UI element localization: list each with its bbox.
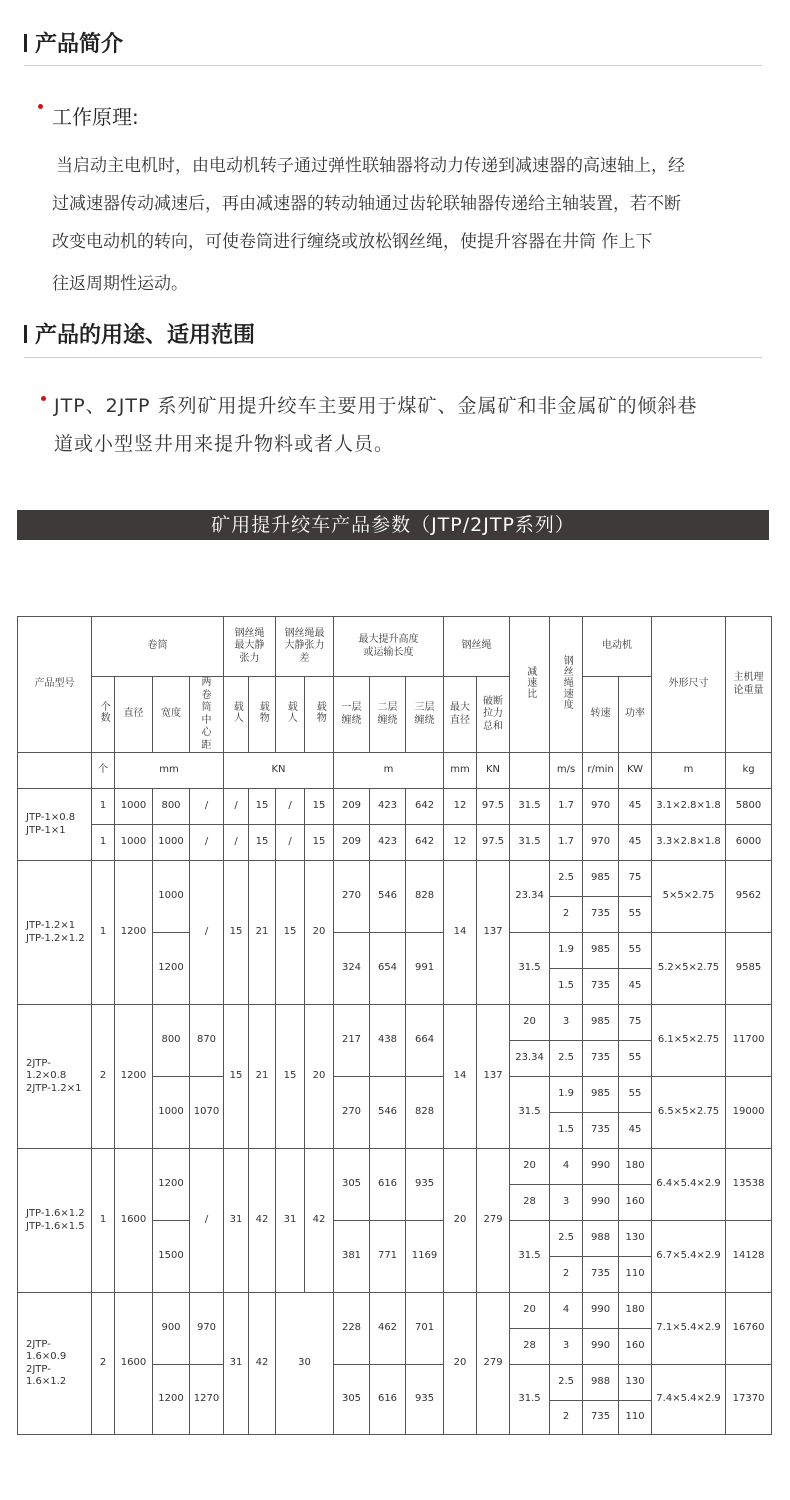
cell: 15 [276, 861, 305, 1005]
cell: 217 [334, 1005, 370, 1077]
cell: 23.34 [510, 861, 550, 933]
cell: 305 [334, 1149, 370, 1221]
cell: 1.9 [550, 1077, 583, 1113]
cell: 45 [619, 1113, 652, 1149]
cell: 31.5 [510, 1221, 550, 1293]
cell: 31 [276, 1149, 305, 1293]
cell: 654 [370, 933, 406, 1005]
model-cell: 2JTP-1.6×0.9 2JTP-1.6×1.2 [18, 1293, 92, 1435]
unit-dim: m [652, 753, 726, 789]
cell: 20 [510, 1293, 550, 1329]
table-row [18, 1005, 772, 1041]
cell: 130 [619, 1221, 652, 1257]
cell: 31.5 [510, 1077, 550, 1149]
cell: 735 [583, 969, 619, 1005]
cell: 20 [444, 1293, 477, 1435]
cell: 12 [444, 825, 477, 861]
cell: 988 [583, 1221, 619, 1257]
section-title-usage [24, 318, 255, 349]
section-title-text: 产品简介 [35, 32, 124, 57]
th-model: 产品型号 [18, 617, 92, 753]
cell: 462 [370, 1293, 406, 1365]
cell: 9562 [726, 861, 772, 933]
cell: 990 [583, 1293, 619, 1329]
model-cell: 2JTP-1.2×0.8 2JTP-1.2×1 [18, 1005, 92, 1149]
cell: / [190, 861, 224, 1005]
th-dim: 外形尺寸 [652, 617, 726, 753]
th-rpm: 转速 [583, 677, 619, 753]
table-row [18, 1293, 772, 1329]
th-person-1: 载人 [224, 677, 249, 753]
title-bar [24, 325, 27, 343]
cell: 870 [190, 1005, 224, 1077]
unit-power: KW [619, 753, 652, 789]
table-row [18, 1149, 772, 1185]
unit-cell [510, 753, 550, 789]
cell: 17370 [726, 1365, 772, 1435]
th-power: 功率 [619, 677, 652, 753]
cell: 1.7 [550, 789, 583, 825]
cell: 1.9 [550, 933, 583, 969]
th-layer-1: 一层缠绕 [334, 677, 370, 753]
cell: 1500 [153, 1221, 190, 1293]
cell: 6.5×5×2.75 [652, 1077, 726, 1149]
cell: 985 [583, 861, 619, 897]
cell: 28 [510, 1185, 550, 1221]
cell: 3.1×2.8×1.8 [652, 789, 726, 825]
unit-rope-mm: mm [444, 753, 477, 789]
cell: 423 [370, 825, 406, 861]
cell: 305 [334, 1365, 370, 1435]
cell: 1000 [153, 1077, 190, 1149]
bullet-dot [38, 104, 43, 109]
cell: 616 [370, 1149, 406, 1221]
cell: 701 [406, 1293, 444, 1365]
cell: 324 [334, 933, 370, 1005]
table-row [18, 789, 772, 825]
usage-line-2: 道或小型竖井用来提升物料或者人员。 [54, 433, 395, 455]
cell: 1.5 [550, 969, 583, 1005]
cell: 6.1×5×2.75 [652, 1005, 726, 1077]
cell: 1200 [153, 933, 190, 1005]
cell: 1 [92, 789, 115, 825]
cell: 6.7×5.4×2.9 [652, 1221, 726, 1293]
cell: / [190, 1149, 224, 1293]
model-cell: JTP-1×0.8 JTP-1×1 [18, 789, 92, 861]
subhead-principle: 工作原理: [52, 105, 139, 129]
cell: 55 [619, 897, 652, 933]
cell: 19000 [726, 1077, 772, 1149]
cell: 985 [583, 1077, 619, 1113]
cell: 642 [406, 789, 444, 825]
table-row [18, 825, 772, 861]
model-cell: JTP-1.2×1 JTP-1.2×1.2 [18, 861, 92, 1005]
cell: 4 [550, 1293, 583, 1329]
cell: 800 [153, 789, 190, 825]
cell: 4 [550, 1149, 583, 1185]
th-rope: 钢丝绳 [444, 617, 510, 677]
cell: 828 [406, 861, 444, 933]
cell: 209 [334, 789, 370, 825]
cell: 270 [334, 1077, 370, 1149]
cell: / [190, 825, 224, 861]
cell: 55 [619, 1041, 652, 1077]
cell: 75 [619, 861, 652, 897]
cell: 31.5 [510, 825, 550, 861]
cell: 31.5 [510, 1365, 550, 1435]
section-title-text: 产品的用途、适用范围 [35, 323, 256, 348]
cell: 1270 [190, 1365, 224, 1435]
cell: 23.34 [510, 1041, 550, 1077]
cell: 828 [406, 1077, 444, 1149]
cell: 381 [334, 1221, 370, 1293]
cell: 228 [334, 1293, 370, 1365]
cell: 1 [92, 825, 115, 861]
unit-m: m [334, 753, 444, 789]
cell: 45 [619, 969, 652, 1005]
cell: 14128 [726, 1221, 772, 1293]
unit-count: 个 [92, 753, 115, 789]
cell: 279 [477, 1149, 510, 1293]
principle-line-3: 改变电动机的转向，可使卷筒进行缠绕或放松钢丝绳，使提升容器在井筒 作上下 [52, 232, 653, 252]
cell: 97.5 [477, 789, 510, 825]
cell: 935 [406, 1365, 444, 1435]
cell: 14 [444, 861, 477, 1005]
cell: 2 [550, 1257, 583, 1293]
model-cell: JTP-1.6×1.2 JTP-1.6×1.5 [18, 1149, 92, 1293]
cell: 3.3×2.8×1.8 [652, 825, 726, 861]
cell: / [276, 825, 305, 861]
th-motor: 电动机 [583, 617, 652, 677]
cell: 20 [305, 861, 334, 1005]
usage-line-1: JTP、2JTP 系列矿用提升绞车主要用于煤矿、金属矿和非金属矿的倾斜巷 [54, 395, 698, 417]
cell: 2.5 [550, 1041, 583, 1077]
cell: 14 [444, 1005, 477, 1149]
th-person-2: 载人 [276, 677, 305, 753]
cell: 15 [305, 825, 334, 861]
cell: 616 [370, 1365, 406, 1435]
cell: 31.5 [510, 789, 550, 825]
cell: 15 [249, 825, 276, 861]
cell: 20 [444, 1149, 477, 1293]
cell: 2.5 [550, 1221, 583, 1257]
cell: 180 [619, 1149, 652, 1185]
cell: 1 [92, 861, 115, 1005]
cell: 1.5 [550, 1113, 583, 1149]
cell: 3 [550, 1005, 583, 1041]
cell: 137 [477, 861, 510, 1005]
unit-rpm: r/min [583, 753, 619, 789]
cell: 31 [224, 1293, 249, 1435]
th-goods-2: 载物 [305, 677, 334, 753]
unit-rope-kn: KN [477, 753, 510, 789]
cell: 546 [370, 1077, 406, 1149]
title-bar [24, 34, 27, 52]
cell: 985 [583, 933, 619, 969]
cell: 55 [619, 933, 652, 969]
cell: 735 [583, 1113, 619, 1149]
cell: 642 [406, 825, 444, 861]
cell: 1000 [115, 825, 153, 861]
cell: 2 [550, 897, 583, 933]
cell: 2.5 [550, 1365, 583, 1401]
th-speed: 钢丝绳速度 [550, 617, 583, 753]
th-diam: 直径 [115, 677, 153, 753]
divider [24, 357, 762, 358]
cell: 800 [153, 1005, 190, 1077]
cell: 20 [510, 1149, 550, 1185]
cell: 45 [619, 825, 652, 861]
cell: 1600 [115, 1293, 153, 1435]
cell: 1200 [153, 1149, 190, 1221]
cell: 42 [305, 1149, 334, 1293]
table-row [18, 861, 772, 897]
cell: 1169 [406, 1221, 444, 1293]
cell: 5×5×2.75 [652, 861, 726, 933]
unit-cell [18, 753, 92, 789]
th-lift: 最大提升高度或运输长度 [334, 617, 444, 677]
cell: 5800 [726, 789, 772, 825]
cell: 1200 [115, 1005, 153, 1149]
cell: 180 [619, 1293, 652, 1329]
cell: 20 [510, 1005, 550, 1041]
cell: 935 [406, 1149, 444, 1221]
cell: 990 [583, 1149, 619, 1185]
cell: 7.4×5.4×2.9 [652, 1365, 726, 1435]
cell: 771 [370, 1221, 406, 1293]
table-banner: 矿用提升绞车产品参数（JTP/2JTP系列） [17, 510, 769, 540]
cell: 970 [583, 825, 619, 861]
th-count: 个数 [92, 677, 115, 753]
cell: 12 [444, 789, 477, 825]
cell: 423 [370, 789, 406, 825]
th-layer-2: 二层缠绕 [370, 677, 406, 753]
cell: 1200 [115, 861, 153, 1005]
cell: 1070 [190, 1077, 224, 1149]
cell: 55 [619, 1077, 652, 1113]
cell: 42 [249, 1293, 276, 1435]
cell: 28 [510, 1329, 550, 1365]
cell: 9585 [726, 933, 772, 1005]
cell: 42 [249, 1149, 276, 1293]
cell: 137 [477, 1005, 510, 1149]
spec-table [17, 616, 772, 1435]
cell: 15 [224, 1005, 249, 1149]
cell: 270 [334, 861, 370, 933]
cell: / [276, 789, 305, 825]
th-goods-1: 载物 [249, 677, 276, 753]
bullet-dot [41, 396, 46, 401]
th-max-diam: 最大直径 [444, 677, 477, 753]
cell: 990 [583, 1185, 619, 1221]
th-center: 两卷筒中心距 [190, 677, 224, 753]
cell: 130 [619, 1365, 652, 1401]
cell: 1.7 [550, 825, 583, 861]
cell: 1000 [153, 825, 190, 861]
cell: 1000 [153, 861, 190, 933]
cell: 985 [583, 1005, 619, 1041]
cell: 1000 [115, 789, 153, 825]
cell: 209 [334, 825, 370, 861]
cell: 21 [249, 1005, 276, 1149]
cell: 970 [190, 1293, 224, 1365]
cell: 6000 [726, 825, 772, 861]
cell: 15 [276, 1005, 305, 1149]
unit-mm: mm [115, 753, 224, 789]
cell: 2.5 [550, 861, 583, 897]
th-rope-static: 钢丝绳最大静张力 [224, 617, 276, 677]
cell: 13538 [726, 1149, 772, 1221]
th-weight: 主机理论重量 [726, 617, 772, 753]
cell: 110 [619, 1257, 652, 1293]
cell: 7.1×5.4×2.9 [652, 1293, 726, 1365]
cell: 279 [477, 1293, 510, 1435]
unit-weight: kg [726, 753, 772, 789]
cell: 664 [406, 1005, 444, 1077]
cell: 30 [276, 1293, 334, 1435]
cell: 15 [305, 789, 334, 825]
principle-line-2: 过减速器传动减速后，再由减速器的转动轴通过齿轮联轴器传递给主轴装置，若不断 [52, 194, 681, 214]
cell: 991 [406, 933, 444, 1005]
cell: 735 [583, 1041, 619, 1077]
unit-kn: KN [224, 753, 334, 789]
cell: 45 [619, 789, 652, 825]
th-width: 宽度 [153, 677, 190, 753]
th-breaking: 破断拉力总和 [477, 677, 510, 753]
cell: 20 [305, 1005, 334, 1149]
cell: 1600 [115, 1149, 153, 1293]
cell: 735 [583, 1401, 619, 1435]
cell: 15 [249, 789, 276, 825]
divider [24, 65, 762, 66]
cell: 1 [92, 1149, 115, 1293]
cell: 75 [619, 1005, 652, 1041]
cell: 2 [550, 1401, 583, 1435]
cell: 5.2×5×2.75 [652, 933, 726, 1005]
cell: / [224, 789, 249, 825]
cell: 6.4×5.4×2.9 [652, 1149, 726, 1221]
cell: 2 [92, 1293, 115, 1435]
cell: 2 [92, 1005, 115, 1149]
cell: 438 [370, 1005, 406, 1077]
cell: 970 [583, 789, 619, 825]
cell: 16760 [726, 1293, 772, 1365]
cell: 31.5 [510, 933, 550, 1005]
cell: 110 [619, 1401, 652, 1435]
principle-line-1: 当启动主电机时，由电动机转子通过弹性联轴器将动力传递到减速器的高速轴上，经 [56, 156, 685, 176]
cell: 735 [583, 1257, 619, 1293]
cell: / [224, 825, 249, 861]
th-rope-diff: 钢丝绳最大静张力差 [276, 617, 334, 677]
cell: 735 [583, 897, 619, 933]
cell: 1200 [153, 1365, 190, 1435]
cell: 160 [619, 1185, 652, 1221]
cell: 3 [550, 1329, 583, 1365]
cell: 15 [224, 861, 249, 1005]
section-title-intro [24, 27, 123, 58]
th-drum: 卷筒 [92, 617, 224, 677]
cell: / [190, 789, 224, 825]
cell: 900 [153, 1293, 190, 1365]
cell: 97.5 [477, 825, 510, 861]
cell: 546 [370, 861, 406, 933]
cell: 3 [550, 1185, 583, 1221]
cell: 21 [249, 861, 276, 1005]
cell: 160 [619, 1329, 652, 1365]
cell: 31 [224, 1149, 249, 1293]
principle-line-4: 往返周期性运动。 [52, 274, 188, 294]
cell: 11700 [726, 1005, 772, 1077]
th-layer-3: 三层缠绕 [406, 677, 444, 753]
cell: 988 [583, 1365, 619, 1401]
unit-speed: m/s [550, 753, 583, 789]
cell: 990 [583, 1329, 619, 1365]
th-ratio: 减速比 [510, 617, 550, 753]
